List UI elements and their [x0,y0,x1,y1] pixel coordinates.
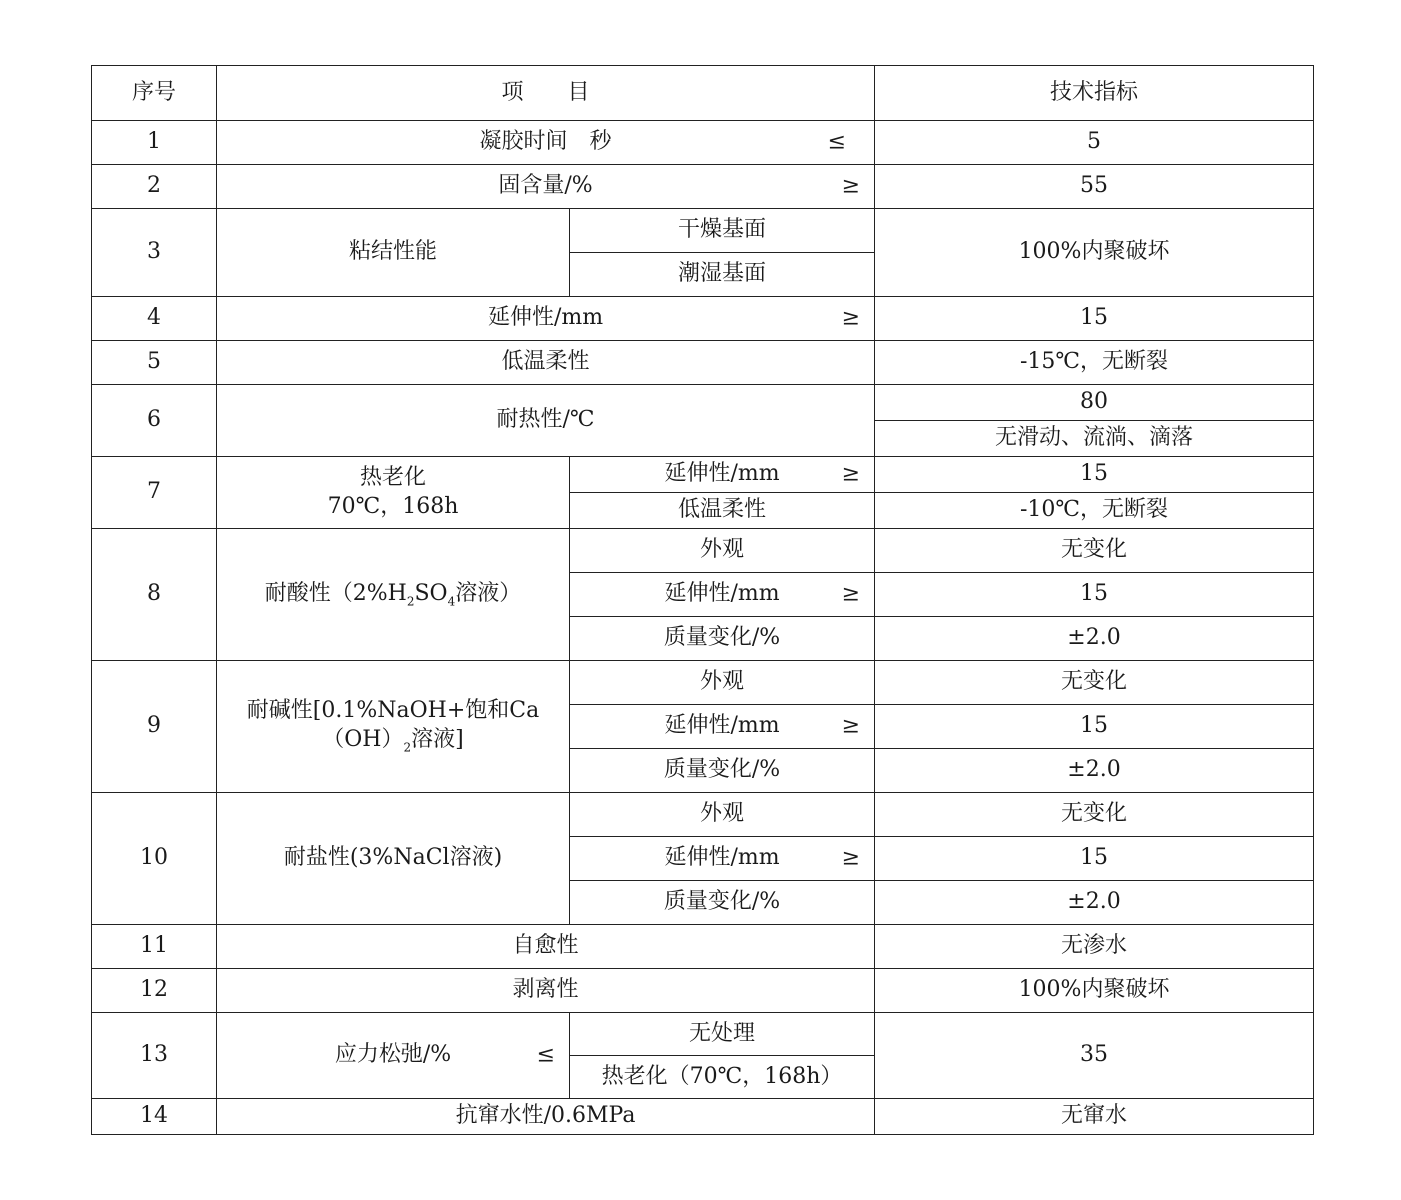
row-number: 2 [92,165,217,209]
item-label-line2: 70℃，168h [327,493,459,519]
spec-value: 15 [875,705,1314,749]
row-number: 12 [92,969,217,1013]
table-row [92,297,1314,341]
item-label: 耐热性/℃ [217,385,875,457]
spec-value: 35 [875,1013,1314,1099]
spec-value: 无变化 [875,793,1314,837]
spec-table [91,65,1314,1135]
header-no: 序号 [92,66,217,121]
row-number: 14 [92,1099,217,1135]
spec-value: 无变化 [875,661,1314,705]
sub-item-label: 低温柔性 [570,493,875,529]
row-number: 9 [92,661,217,793]
table-row [92,457,1314,493]
row-number: 1 [92,121,217,165]
item-label: 低温柔性 [217,341,875,385]
row-number: 6 [92,385,217,457]
item-label: 粘结性能 [217,209,570,297]
sub-item-label: 外观 [570,661,875,705]
item-cell [217,661,570,793]
item-label: 抗窜水性/0.6MPa [217,1099,875,1135]
sub-item-label: 外观 [570,529,875,573]
table-row [92,793,1314,837]
sub-item-label: 质量变化/% [570,881,875,925]
subscript: 2 [403,740,412,755]
spec-value: ±2.0 [875,749,1314,793]
sub-item-label: 外观 [570,793,875,837]
row-number: 7 [92,457,217,529]
header-spec: 技术指标 [875,66,1314,121]
spec-value: 55 [875,165,1314,209]
item-label-part: 溶液] [411,726,464,752]
spec-value: 80 [875,385,1314,421]
table-row [92,165,1314,209]
item-label-part: 溶液） [455,580,522,606]
row-number: 5 [92,341,217,385]
spec-value: 无变化 [875,529,1314,573]
table-row [92,969,1314,1013]
comparison-symbol: ≥ [841,173,861,199]
table-row [92,341,1314,385]
item-label-line1: 热老化 [359,464,426,490]
sub-item-label: 干燥基面 [570,209,875,253]
row-number: 11 [92,925,217,969]
row-number: 10 [92,793,217,925]
sub-item-label: 延伸性/mm [664,581,780,607]
sub-item-label: 潮湿基面 [570,253,875,297]
spec-value: ±2.0 [875,881,1314,925]
comparison-symbol: ≥ [841,461,861,487]
spec-value: 5 [875,121,1314,165]
comparison-symbol: ≥ [841,581,861,607]
table-row [92,209,1314,253]
item-label-line1: 耐碱性[0.1%NaOH+饱和Ca [246,698,540,724]
row-number: 4 [92,297,217,341]
comparison-symbol: ≥ [841,305,861,331]
sub-item-cell [570,837,875,881]
table-row [92,661,1314,705]
item-label: 固含量/% [498,173,593,199]
item-cell [217,297,875,341]
spec-value: -15℃，无断裂 [875,341,1314,385]
sub-item-cell [570,457,875,493]
item-label: 自愈性 [217,925,875,969]
spec-value: 无滑动、流淌、滴落 [875,421,1314,457]
subscript: 2 [406,593,415,608]
spec-value: 100%内聚破坏 [875,969,1314,1013]
row-number: 13 [92,1013,217,1099]
spec-value: 15 [875,297,1314,341]
spec-value: -10℃，无断裂 [875,493,1314,529]
table-row [92,925,1314,969]
spec-value: ±2.0 [875,617,1314,661]
sub-item-label: 延伸性/mm [664,845,780,871]
sub-item-label: 热老化（70℃，168h） [570,1056,875,1099]
item-cell [217,457,570,529]
item-cell [217,529,570,661]
spec-value: 无渗水 [875,925,1314,969]
sub-item-label: 无处理 [570,1013,875,1056]
table-row [92,1013,1314,1056]
comparison-symbol: ≥ [841,713,861,739]
item-label-part: SO [414,580,448,606]
sub-item-label: 延伸性/mm [664,713,780,739]
comparison-symbol: ≤ [536,1042,555,1068]
row-number: 3 [92,209,217,297]
item-label: 耐盐性(3%NaCl溶液) [217,793,570,925]
sub-item-cell [570,573,875,617]
spec-value: 15 [875,457,1314,493]
table-row [92,121,1314,165]
spec-value: 15 [875,837,1314,881]
item-cell [217,121,875,165]
sub-item-cell [570,705,875,749]
spec-value: 无窜水 [875,1099,1314,1135]
item-cell [217,165,875,209]
table-row [92,385,1314,421]
item-label: 剥离性 [217,969,875,1013]
comparison-symbol: ≤ [827,129,847,155]
spec-value: 15 [875,573,1314,617]
item-label-part: （OH） [322,726,404,752]
item-cell [217,1013,570,1099]
item-label-part: 耐酸性（2%H [264,580,407,606]
row-number: 8 [92,529,217,661]
comparison-symbol: ≥ [841,845,861,871]
header-row [92,66,1314,121]
item-label: 凝胶时间 秒 [479,129,612,155]
sub-item-label: 质量变化/% [570,749,875,793]
item-label-line2 [223,726,563,756]
item-label: 应力松弛/% [334,1042,452,1068]
item-label: 延伸性/mm [487,305,604,331]
subscript: 4 [447,593,456,608]
sub-item-label: 质量变化/% [570,617,875,661]
header-item: 项 目 [217,66,875,121]
table-row [92,529,1314,573]
spec-value: 100%内聚破坏 [875,209,1314,297]
sub-item-label: 延伸性/mm [664,461,780,487]
table-row [92,1099,1314,1135]
